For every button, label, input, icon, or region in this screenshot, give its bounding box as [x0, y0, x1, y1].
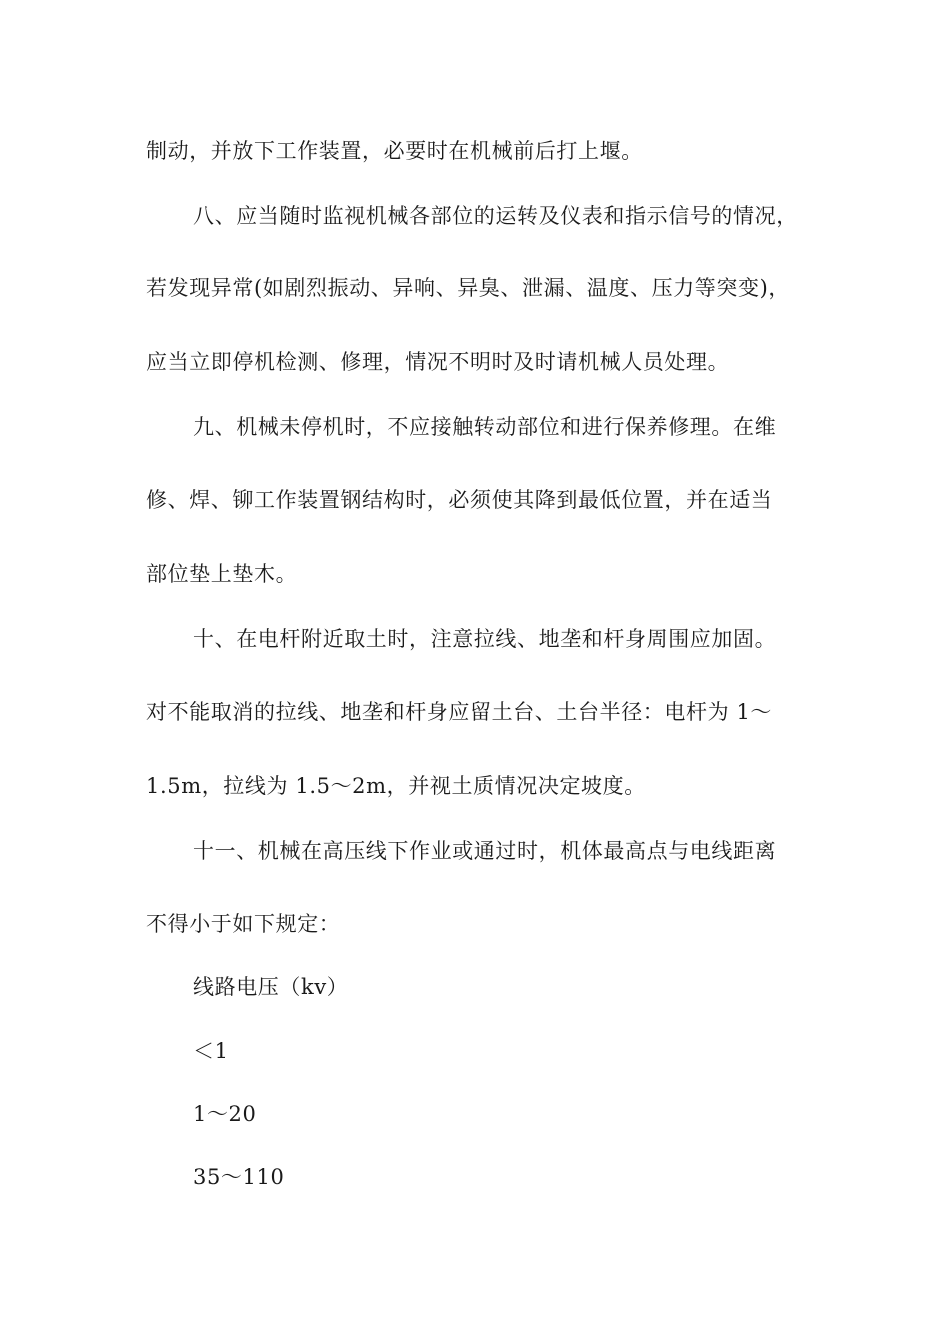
- voltage-value: 1～20: [193, 1102, 257, 1126]
- paragraph-line-item-9: 九、机械未停机时，不应接触转动部位和进行保养修理。在维: [193, 415, 777, 439]
- paragraph-line: 应当立即停机检测、修理，情况不明时及时请机械人员处理。: [146, 350, 730, 374]
- table-header-voltage: 线路电压（kv）: [193, 975, 349, 999]
- paragraph-line: 制动，并放下工作装置，必要时在机械前后打上堰。: [146, 139, 643, 163]
- voltage-value: ＜1: [193, 1039, 229, 1063]
- paragraph-line-item-10: 十、在电杆附近取土时，注意拉线、地垄和杆身周围应加固。: [193, 627, 777, 651]
- paragraph-line: 部位垫上垫木。: [146, 562, 298, 586]
- paragraph-line: 不得小于如下规定：: [146, 912, 341, 936]
- paragraph-line-item-11: 十一、机械在高压线下作业或通过时，机体最高点与电线距离: [193, 839, 777, 863]
- paragraph-line-item-8: 八、应当随时监视机械各部位的运转及仪表和指示信号的情况，: [193, 204, 798, 228]
- paragraph-line: 1.5m，拉线为 1.5～2m，并视土质情况决定坡度。: [146, 774, 646, 798]
- paragraph-line: 修、焊、铆工作装置钢结构时，必须使其降到最低位置，并在适当: [146, 488, 773, 512]
- paragraph-line: 对不能取消的拉线、地垄和杆身应留土台、土台半径：电杆为 1～: [146, 700, 773, 724]
- paragraph-line: 若发现异常(如剧烈振动、异响、异臭、泄漏、温度、压力等突变)，: [146, 276, 790, 300]
- voltage-value: 35～110: [193, 1165, 285, 1189]
